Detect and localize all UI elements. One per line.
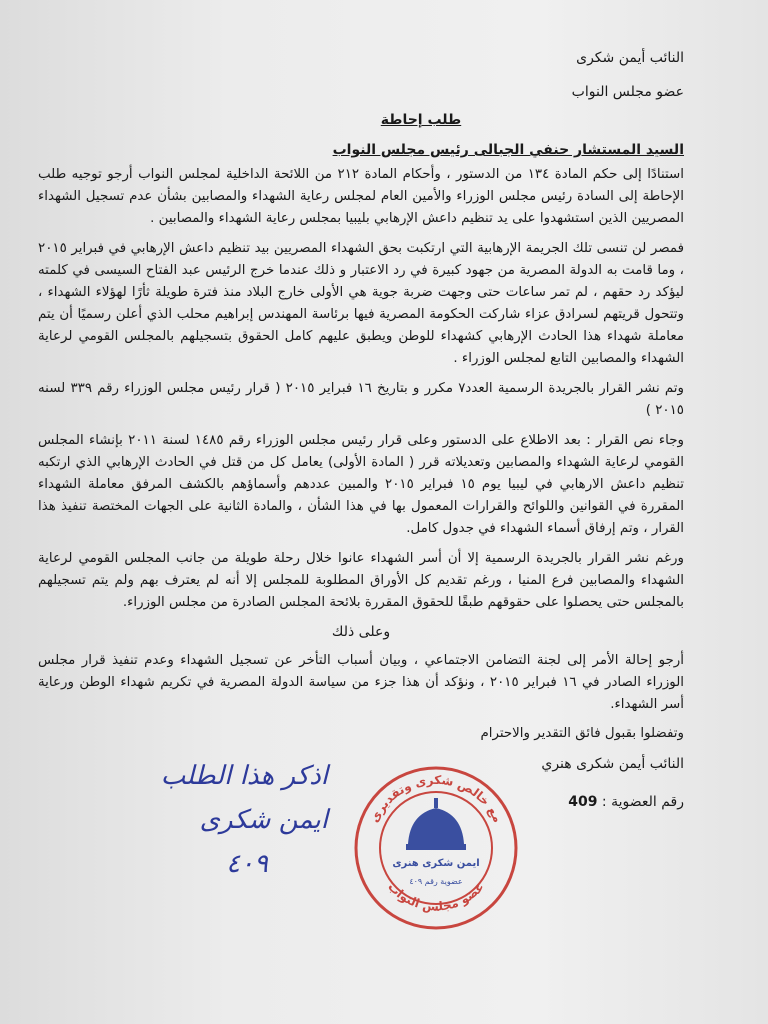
- document-title: طلب إحاطة: [380, 112, 462, 128]
- stamp-top-text: مع خالص شكرى وتقديرى: [366, 772, 506, 825]
- handwritten-line-2: ايمن شكرى: [199, 805, 328, 835]
- sender-name: النائب أيمن شكرى: [576, 50, 684, 66]
- membership-line: [534, 792, 684, 812]
- request-paragraph: أرجو إحالة الأمر إلى لجنة التضامن الاجتماعي ، وبيان أسباب التأخر عن تسجيل الشهداء وعدم تنفيذ قرار مجلس الوزراء الصادر في ١٦ فبراير ٢٠١٥ ، ونؤكد أن هذا جزء من سياسة الدولة المصرية في تكريم شهداء الوطن ورعاية أسر الشهداء.: [38, 653, 685, 712]
- sender-role: عضو مجلس النواب: [571, 84, 684, 100]
- addressee: السيد المستشار حنفي الجبالى رئيس مجلس النواب: [332, 142, 684, 158]
- handwritten-note: [38, 754, 338, 886]
- membership-number: 409: [568, 794, 598, 810]
- handwritten-line-3: ٤٠٩: [226, 849, 268, 879]
- official-stamp: [352, 764, 520, 932]
- stamp-membership: عضوية رقم ٤٠٩: [409, 877, 463, 886]
- stamp-bottom-text: عضو مجلس النواب: [385, 879, 487, 914]
- signature-block: [534, 754, 684, 830]
- paragraph-1: استنادًا إلى حكم المادة ١٣٤ من الدستور ، وأحكام المادة ٢١٢ من اللائحة الداخلية لمجلس النواب أرجو توجيه طلب الإحاطة إلى السادة رئيس مجلس الوزراء والأمين العام لمجلس رعاية الشهداء والمصابين بشأن عدم تسجيل الشهداء المصريين الذين استشهدوا على يد تنظيم داعش الإرهابي بليبيا بمجلس رعاية الشهداء والمصابين .: [38, 167, 684, 226]
- dome-icon: [406, 798, 466, 850]
- membership-label: رقم العضوية :: [601, 794, 684, 810]
- paragraph-5: ورغم نشر القرار بالجريدة الرسمية إلا أن أسر الشهداء عانوا خلال رحلة طويلة من جانب المجلس القومي لرعاية الشهداء والمصابين فرع المنيا ، ورغم تقديم كل الأوراق المطلوبة للمجلس إلا أنه لم يعترف بهم ولم يتم تسجيلهم بالمجلس حتى يحصلوا على حقوقهم طبقًا للحقوق المقررة بلائحة المجلس الصادرة من مجلس الوزراء.: [38, 551, 684, 610]
- signature-name: النائب أيمن شكرى هنري: [541, 756, 684, 772]
- transition-text: وعلى ذلك: [331, 624, 391, 640]
- paragraph-2: فمصر لن تنسى تلك الجريمة الإرهابية التي ارتكبت بحق الشهداء المصريين بيد تنظيم داعش الإرهابي في فبراير ٢٠١٥ ، وما قامت به الدولة المصرية من جهود كبيرة في رد الاعتبار و ذلك عندما خرج الرئيس عبد الفتاح السيسى في كلمته ليؤكد رد حقهم ، لم تمر ساعات حتى وجهت ضربة جوية هي الأولى خارج البلاد منذ فترة طويلة ثأرًا لهؤلاء الشهداء ، وتتحول قريتهم لسرادق عزاء شاركت الحكومة المصرية فيها برئاسة المهندس إبراهيم محلب الذي أعلن رسميًا أن يتم معاملة شهداء هذا الحادث الإرهابي كشهداء للوطن ويطبق عليهم كامل الحقوق بتسجيلهم بالمجلس القومي لرعاية الشهداء والمصابين التابع لمجلس الوزراء .: [38, 241, 684, 366]
- paragraph-4: وجاء نص القرار : بعد الاطلاع على الدستور وعلى قرار رئيس مجلس الوزراء رقم ١٤٨٥ لسنة ٢٠١١ بإنشاء المجلس القومي لرعاية الشهداء والمصابين وتعديلاته قرر ( المادة الأولى) يعامل كل من قتل في الحادث الإرهابي الذي ارتكبه تنظيم داعش الارهابي في ليبيا يوم ١٥ فبراير ٢٠١٥ والمبين عددهم وأسماؤهم بالكشف المرفق معاملة الشهداء المقررة في القوانين واللوائح والقرارات المعمول بها في هذا الشأن ، والمادة الثانية على الجهات المختصة تنفيذ هذا القرار ، وتم إرفاق أسماء الشهداء في جدول كامل.: [38, 433, 685, 536]
- signature-area: [38, 754, 684, 932]
- handwritten-line-1: اذكر هذا الطلب: [160, 761, 328, 791]
- stamp-name: ايمن شكرى هنرى: [392, 858, 480, 869]
- closing-text: وتفضلوا بقبول فائق التقدير والاحترام: [480, 726, 684, 741]
- paragraph-3: وتم نشر القرار بالجريدة الرسمية العدد٧ مكرر و بتاريخ ١٦ فبراير ٢٠١٥ ( قرار رئيس مجلس الوزراء رقم ٣٣٩ لسنه ٢٠١٥ ): [38, 381, 684, 418]
